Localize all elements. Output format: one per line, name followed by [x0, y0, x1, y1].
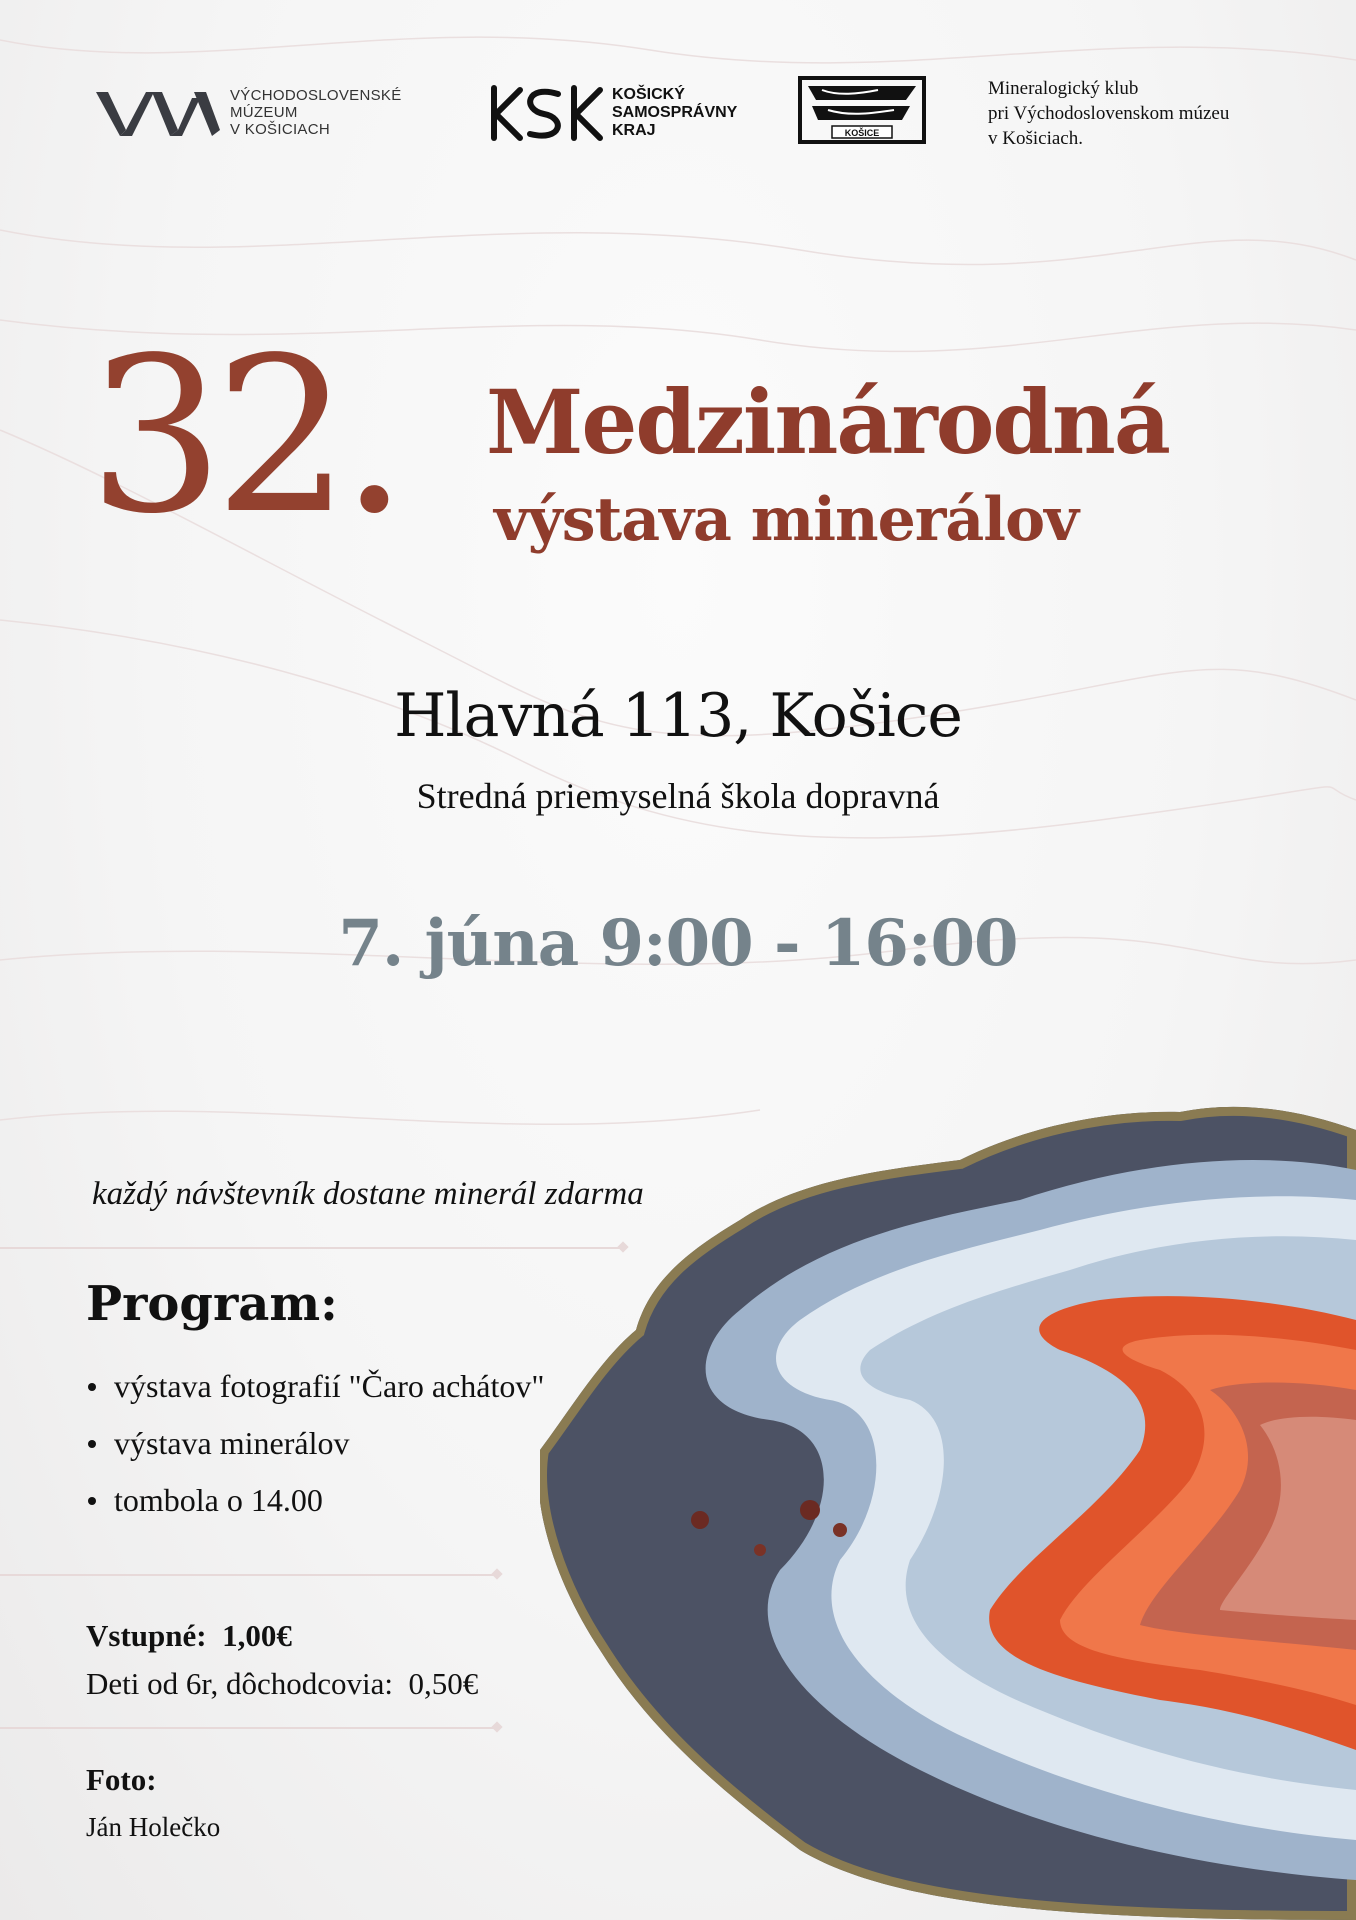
museum-logo	[96, 84, 402, 140]
program-item: výstava fotografií "Čaro achátov"	[86, 1364, 544, 1421]
admission	[86, 1612, 478, 1708]
admission-reduced-label: Deti od 6r, dôchodcovia:	[86, 1666, 393, 1701]
photo-label: Foto:	[86, 1762, 157, 1797]
organizer-club: Mineralogický klub pri Východoslovenskom múzeu v Košiciach.	[988, 78, 1230, 149]
spsd-school-logo-icon	[798, 76, 926, 148]
photo-author: Ján Holečko	[86, 1812, 221, 1842]
divider	[0, 1574, 496, 1576]
event-title-line1: Medzinárodná	[486, 370, 1169, 474]
spsd-caption: KOŠICE	[844, 128, 880, 138]
event-number: 32.	[88, 312, 399, 561]
program-heading: Program:	[86, 1276, 338, 1332]
event-datetime: 7. júna 9:00 - 16:00	[338, 906, 1018, 981]
museum-vm-mark-icon	[96, 84, 220, 140]
program-item: tombola o 14.00	[86, 1478, 544, 1535]
admission-label: Vstupné:	[86, 1618, 207, 1653]
admission-price: 1,00€	[222, 1618, 292, 1653]
ksk-logo	[486, 80, 737, 146]
event-venue: Stredná priemyselná škola dopravná	[416, 776, 940, 816]
divider	[0, 1727, 496, 1729]
program-item: výstava minerálov	[86, 1421, 544, 1478]
event-title-line2: výstava minerálov	[494, 485, 1078, 555]
ksk-name: KOŠICKÝ SAMOSPRÁVNY KRAJ	[612, 86, 738, 139]
agate-mineral-image	[540, 1090, 1356, 1920]
program-list	[86, 1364, 544, 1535]
free-mineral-note: každý návštevník dostane minerál zdarma	[92, 1176, 644, 1212]
museum-name: VÝCHODOSLOVENSKÉ MÚZEUM V KOŠICIACH	[230, 86, 402, 138]
event-address: Hlavná 113, Košice	[394, 681, 962, 751]
ksk-mark-icon	[486, 80, 606, 146]
divider	[0, 1247, 622, 1249]
admission-reduced-price: 0,50€	[408, 1666, 479, 1701]
